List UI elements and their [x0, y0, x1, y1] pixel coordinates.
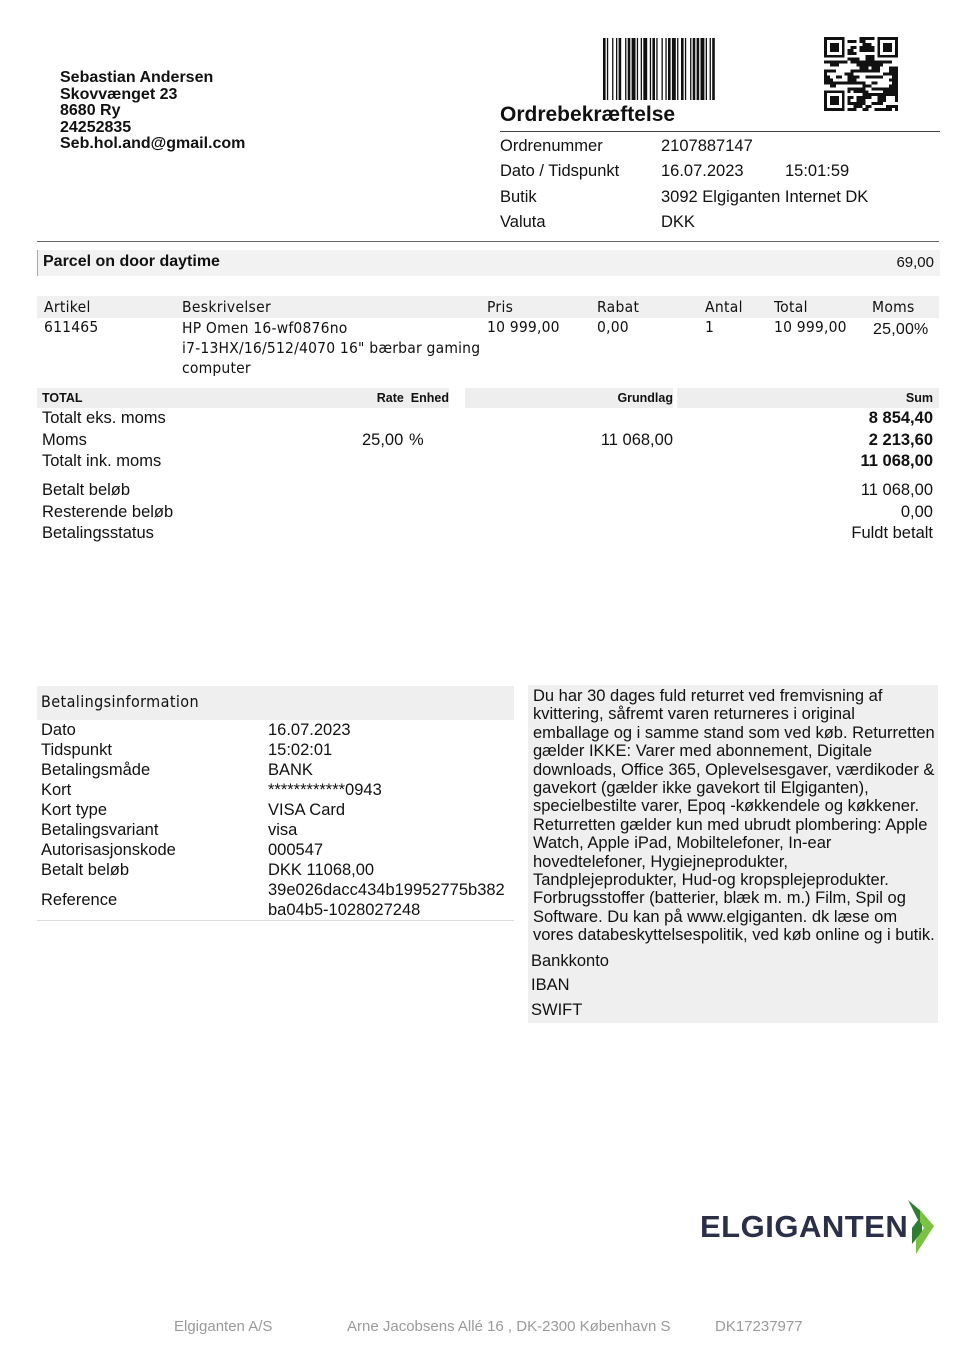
col-description: Beskrivelser [182, 298, 271, 316]
total-excl-label: Totalt eks. moms [42, 409, 166, 427]
total-incl-sum: 11 068,00 [860, 452, 933, 470]
vat-label: Moms [42, 430, 87, 449]
totals-header-total [37, 388, 272, 408]
reference-value-line2: ba04b5-1028027248 [268, 901, 421, 919]
order-number-label: Ordrenummer [500, 137, 603, 155]
order-time-value: 15:01:59 [785, 162, 850, 181]
table-row [37, 318, 939, 380]
col-vat: Moms [872, 298, 915, 316]
logo-text: ELGIGANTEN [700, 1209, 909, 1244]
payment-info-row [37, 740, 514, 760]
total-excl-sum: 8 854,40 [868, 409, 933, 427]
item-description-line: HP Omen 16-wf0876no [182, 319, 348, 337]
payment-info-label: Tidspunkt [41, 741, 112, 759]
payment-info-title: Betalingsinformation [41, 692, 199, 711]
vat-unit: % [409, 430, 424, 449]
footer-vat-number: DK17237977 [715, 1318, 803, 1335]
barcode-image [603, 38, 775, 100]
payment-info-row [37, 780, 514, 800]
payment-info-value: DKK 11068,00 [268, 861, 375, 879]
payment-info-label: Kort type [41, 801, 108, 819]
col-total: Total [774, 298, 808, 316]
order-store-label: Butik [500, 187, 537, 206]
payment-info-value: 15:02:01 [268, 741, 333, 759]
items-table-header [37, 296, 939, 318]
shipping-row [37, 250, 940, 276]
title-divider [500, 131, 940, 132]
payment-info-heading [37, 686, 514, 720]
qr-code-image [823, 37, 899, 111]
status-value: Fuldt betalt [851, 524, 933, 543]
customer-address [60, 70, 245, 153]
payment-info-value: 16.07.2023 [268, 721, 351, 739]
order-store-value: 3092 Elgiganten Internet DK [661, 187, 869, 206]
paid-value: 11 068,00 [860, 481, 933, 499]
remaining-value: 0,00 [900, 502, 933, 521]
item-description-line: computer [182, 359, 251, 377]
payment-info-label: Autorisasjonskode [41, 841, 176, 859]
col-price: Pris [487, 298, 514, 316]
reference-label: Reference [41, 891, 118, 909]
payment-info-label: Dato [41, 721, 76, 739]
shipping-label: Parcel on door daytime [43, 253, 220, 270]
payment-info-row [37, 760, 514, 780]
payment-info-row [37, 840, 514, 860]
payment-info-value: BANK [268, 761, 313, 779]
customer-street: Skovvænget 23 [60, 85, 178, 103]
elgiganten-logo [700, 1198, 940, 1258]
totals-header-unit-label: Enhed [410, 391, 449, 405]
payment-info-value: ************0943 [268, 781, 382, 799]
totals-header-base-label: Grundlag [617, 391, 673, 405]
col-qty: Antal [705, 298, 743, 316]
customer-phone: 24252835 [60, 118, 132, 136]
vat-row [37, 430, 939, 452]
paid-row [37, 480, 939, 502]
item-description-line: i7-13HX/16/512/4070 16" bærbar gaming [182, 339, 481, 357]
totals-header-rate [269, 388, 449, 408]
vat-sum: 2 213,60 [868, 430, 933, 449]
payment-info-label: Betalt beløb [41, 861, 130, 879]
payment-info-row [37, 720, 514, 740]
return-policy-box [528, 685, 938, 1023]
item-discount: 0,00 [597, 318, 629, 336]
iban-label: IBAN [531, 976, 570, 994]
section-divider [37, 241, 939, 242]
item-price: 10 999,00 [487, 318, 560, 336]
logo-arrow-icon [906, 1198, 936, 1256]
vat-rate: 25,00 [362, 430, 404, 449]
payment-info-label: Betalingsvariant [41, 821, 159, 839]
payment-info-reference-row [37, 880, 514, 920]
footer-company: Elgiganten A/S [174, 1318, 273, 1335]
payment-info-row [37, 820, 514, 840]
reference-value-line1: 39e026dacc434b19952775b382 [268, 881, 505, 899]
payment-info-row [37, 860, 514, 880]
remaining-label: Resterende beløb [42, 502, 174, 521]
document-title: Ordrebekræftelse [500, 103, 676, 126]
payment-info-label: Betalingsmåde [41, 761, 151, 779]
order-currency-value: DKK [661, 212, 695, 231]
totals-header-base [465, 388, 673, 408]
payment-info-value: visa [268, 821, 298, 839]
return-policy-text: Du har 30 dages fuld returret ved fremvisning af kvittering, såfremt varen returneres i original emballage og i samme stand som ved køb. Returretten gælder IKKE: Varer med abonnement, Digitale downloads, Office 365, Oplevelsesgaver, værdikoder & gavekort (gælder ikke gavekort til Elgiganten), specielbestilte varer, Epoq -køkkendele og køkkener. Returretten gælder kun med ubrudt plombering: Apple Watch, Apple iPad, Mobiltelefoner, In-ear hovedtelefoner, Hygiejneprodukter, Tandplejeprodukter, Hud-og kropsplejeprodukter. Forbrugsstoffer (batterier, blæk m. m.) Film, Spil og Software. Du kan på www.elgiganten. dk læse om vores databeskyttelsespolitik, ved køb online og i butik. [533, 687, 935, 945]
total-incl-row [37, 451, 939, 473]
payment-info-row [37, 800, 514, 820]
payment-info-value: 000547 [268, 841, 324, 859]
footer-address: Arne Jacobsens Allé 16 , DK-2300 København S [347, 1318, 671, 1335]
order-date-value: 16.07.2023 [661, 162, 744, 181]
item-vat: 25,00% [873, 321, 929, 338]
payment-info-value: VISA Card [268, 801, 346, 819]
shipping-amount: 69,00 [896, 254, 934, 271]
totals-header-sum [677, 388, 939, 408]
swift-label: SWIFT [531, 1001, 583, 1019]
payment-info-rows [37, 720, 514, 921]
totals-header-sum-label: Sum [905, 391, 933, 405]
customer-email: Seb.hol.and@gmail.com [60, 135, 246, 152]
order-currency-label: Valuta [500, 212, 546, 231]
totals-header [37, 388, 939, 408]
order-number-value: 2107887147 [661, 137, 753, 155]
item-article: 611465 [44, 318, 99, 336]
payment-summary [37, 480, 939, 545]
status-row [37, 523, 939, 545]
paid-label: Betalt beløb [42, 481, 131, 499]
item-description [182, 318, 480, 378]
totals-rows [37, 408, 939, 473]
remaining-row [37, 502, 939, 524]
col-article: Artikel [44, 298, 91, 316]
order-datetime-label: Dato / Tidspunkt [500, 162, 620, 181]
bank-account-label: Bankkonto [531, 952, 609, 970]
payment-info-label: Kort [41, 781, 72, 799]
total-incl-label: Totalt ink. moms [42, 452, 162, 470]
customer-city: 8680 Ry [60, 102, 121, 119]
total-excl-row [37, 408, 939, 430]
status-label: Betalingsstatus [42, 524, 154, 543]
col-discount: Rabat [597, 298, 640, 316]
totals-header-rate-label: Rate [376, 391, 404, 405]
customer-name: Sebastian Andersen [60, 69, 214, 86]
totals-header-total-label: TOTAL [42, 391, 83, 405]
vat-base: 11 068,00 [600, 430, 673, 449]
item-qty: 1 [705, 318, 715, 336]
item-total: 10 999,00 [774, 318, 847, 336]
